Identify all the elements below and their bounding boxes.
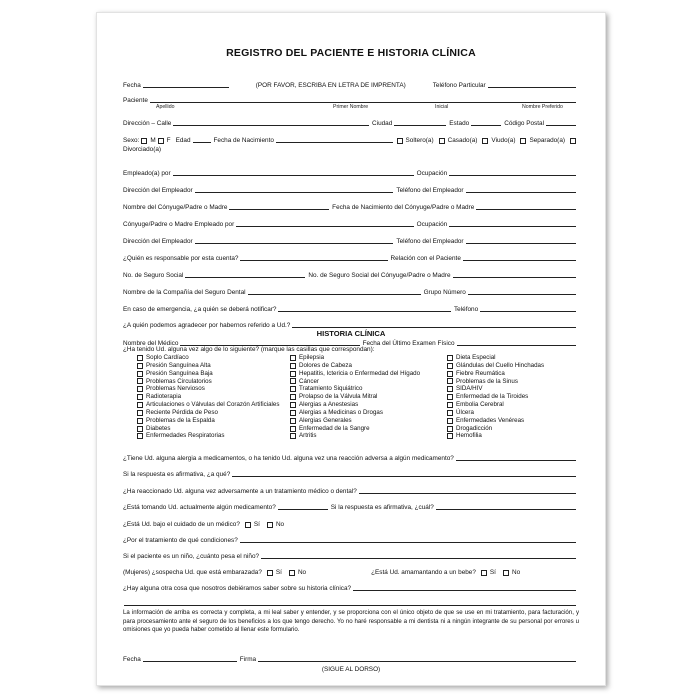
condition-checkbox[interactable] (137, 394, 143, 400)
afirmativa-cual-label: Si la respuesta es afirmativa, ¿cuál? (330, 504, 434, 511)
alergia-label: ¿Tiene Ud. alguna alergia a medicamentos, o ha tenido Ud. alguna vez una reacción adversa a algún medicamento? (123, 455, 454, 462)
condition-label: Problemas Circulatorios (146, 377, 212, 385)
telefono-empleador2-field[interactable] (466, 243, 576, 244)
condition-label: Problemas de la Espalda (146, 416, 215, 424)
condition-item[interactable] (290, 409, 420, 417)
sexo-f-label: F (166, 137, 171, 144)
condition-label: Articulaciones o Válvulas del Corazón Artificiales (146, 401, 280, 409)
condition-checkbox[interactable] (447, 410, 453, 416)
condition-label: Fiebre Reumática (456, 369, 505, 377)
condition-item[interactable] (290, 425, 420, 433)
sigue-al-dorso: (SIGUE AL DORSO) (321, 666, 381, 673)
amamantando-si-checkbox[interactable] (481, 570, 487, 576)
condition-label: Problemas de la Sinus (456, 377, 518, 385)
condition-item[interactable] (137, 385, 279, 393)
condition-label: Dieta Especial (456, 354, 496, 361)
condition-item[interactable] (290, 432, 420, 440)
ocupacion2-label: Ocupación (416, 221, 448, 228)
paciente-field[interactable] (150, 102, 576, 103)
condition-checkbox[interactable] (447, 394, 453, 400)
seguro-social-label: No. de Seguro Social (123, 272, 184, 279)
sexo-m-checkbox[interactable] (141, 138, 147, 144)
condition-item[interactable] (290, 354, 420, 362)
nombre-conyuge-label: Nombre del Cónyuge/Padre o Madre (123, 204, 228, 211)
condition-label: Embolia Cerebral (456, 401, 504, 409)
condition-checkbox[interactable] (290, 410, 296, 416)
row-direccion (123, 115, 579, 127)
condition-checkbox[interactable] (290, 378, 296, 384)
empleado-por-label: Empleado(a) por (123, 170, 171, 177)
amamantando-no-label: No (511, 569, 521, 576)
otra-cosa-label: ¿Hay alguna otra cosa que nosotros debiéramos saber sobre su historia clínica? (123, 585, 352, 592)
codigo-postal-field[interactable] (546, 125, 576, 126)
row-firma (123, 651, 579, 663)
seguro-social-field[interactable] (185, 277, 305, 278)
afirmativa-que-field[interactable] (232, 476, 576, 477)
condition-item[interactable] (137, 354, 279, 362)
estado-field[interactable] (471, 125, 501, 126)
row-nino (123, 548, 579, 560)
compania-seguro-label: Nombre de la Compañía del Seguro Dental (123, 289, 246, 296)
divorciado-checkbox[interactable] (570, 138, 576, 144)
condition-label: Enfermedad de la Tiroides (456, 393, 529, 401)
condition-label: Problemas Nerviosos (146, 385, 205, 393)
nombre-conyuge-field[interactable] (229, 209, 329, 210)
condition-label: Enfermedades Venéreas (456, 416, 525, 424)
condition-checkbox[interactable] (137, 355, 143, 361)
condition-checkbox[interactable] (137, 418, 143, 424)
condition-item[interactable] (137, 425, 279, 433)
condition-item[interactable] (137, 417, 279, 425)
grupo-numero-field[interactable] (468, 294, 576, 295)
seguro-social-conyuge-label: No. de Seguro Social del Cónyuge/Padre o Madre (308, 272, 451, 279)
consent-paragraph: La información de arriba es correcta y completa, a mi leal saber y entender, y se proporciona con el único objeto de que se use en mi tratamiento, para facturación, y para procesamiento ante el seguro de los beneficios a los que tengo derecho. Yo no haré responsable a mi dentista ni a ningún integrante de su personal por errores u omisiones que yo pueda haber cometido al llenar este formulario. (123, 609, 579, 634)
ciudad-label: Ciudad (372, 120, 393, 127)
estado-label: Estado (449, 120, 470, 127)
amamantando-label: ¿Está Ud. amamantando a un bebe? (371, 569, 476, 576)
condition-label: Hepatitis, Ictericia o Enfermedad del Hígado (299, 369, 421, 377)
condition-label: Úlcera (456, 408, 474, 416)
fecha-nacimiento-field[interactable] (276, 142, 393, 143)
cuidado-si-checkbox[interactable] (245, 522, 251, 528)
condition-item[interactable] (137, 370, 279, 378)
embarazada-no-label: No (297, 569, 307, 576)
condition-checkbox[interactable] (290, 426, 296, 432)
direccion-empleador-field[interactable] (195, 192, 394, 193)
condition-item[interactable] (447, 378, 544, 386)
alergia-field[interactable] (456, 460, 576, 461)
condition-item[interactable] (447, 425, 544, 433)
condition-item[interactable] (447, 432, 544, 440)
sexo-m-label: M (150, 137, 156, 144)
condition-label: Enfermedad de la Sangre (299, 424, 370, 432)
form-title: REGISTRO DEL PACIENTE E HISTORIA CLÍNICA (226, 47, 476, 59)
condition-item[interactable] (290, 401, 420, 409)
firma-field[interactable] (258, 661, 576, 662)
fecha-examen-label: Fecha del Último Examen Físico (362, 340, 455, 347)
fecha-nac-conyuge-field[interactable] (476, 209, 576, 210)
condition-label: Tratamiento Siquiátrico (299, 385, 363, 393)
tratamiento-label: ¿Por el tratamiento de qué condiciones? (123, 537, 238, 544)
casado-checkbox[interactable] (439, 138, 445, 144)
fecha-nacimiento-label: Fecha de Nacimiento (213, 137, 274, 144)
reaccionado-label: ¿Ha reaccionado Ud. alguna vez adversamente a un tratamiento médico o dental? (123, 488, 357, 495)
tomando-field[interactable] (278, 509, 328, 510)
condition-item[interactable] (447, 417, 544, 425)
row-referido (123, 317, 579, 329)
row-otra-cosa (123, 580, 579, 592)
condition-label: Soplo Cardíaco (146, 354, 189, 361)
reaccionado-field[interactable] (359, 493, 576, 494)
condition-label: Artritis (299, 432, 317, 440)
sub-inicial: Inicial (435, 104, 449, 110)
condition-item[interactable] (447, 393, 544, 401)
condition-checkbox[interactable] (290, 418, 296, 424)
grupo-numero-label: Grupo Número (423, 289, 466, 296)
condition-label: Radioterapia (146, 393, 182, 401)
condition-item[interactable] (137, 393, 279, 401)
condition-checkbox[interactable] (447, 418, 453, 424)
ocupacion-field[interactable] (449, 175, 576, 176)
direccion-empleador2-field[interactable] (195, 243, 394, 244)
ocupacion2-field[interactable] (449, 226, 576, 227)
fecha-label: Fecha (123, 82, 141, 89)
condition-label: Drogadicción (456, 424, 493, 432)
embarazada-si-label: Sí (275, 569, 282, 576)
condition-checkbox[interactable] (137, 426, 143, 432)
otra-cosa-field-2[interactable] (124, 605, 576, 606)
condition-checkbox[interactable] (290, 386, 296, 392)
condition-label: Alergias Generales (299, 416, 352, 424)
condition-item[interactable] (447, 362, 544, 370)
condition-item[interactable] (290, 385, 420, 393)
soltero-checkbox[interactable] (397, 138, 403, 144)
responsable-field[interactable] (240, 260, 387, 261)
telefono-particular-field[interactable] (488, 87, 576, 88)
sub-apellido: Apellido (156, 104, 175, 110)
condition-checkbox[interactable] (447, 363, 453, 369)
condition-item[interactable] (447, 354, 544, 362)
condition-item[interactable] (137, 378, 279, 386)
row-empleado (123, 165, 579, 177)
condition-label: SIDA/HIV (456, 385, 483, 393)
telefono-empleador-label: Teléfono del Empleador (396, 187, 464, 194)
sexo-label: Sexo: (123, 137, 140, 144)
conyuge-empleado-field[interactable] (236, 226, 413, 227)
condition-item[interactable] (137, 409, 279, 417)
condition-checkbox[interactable] (290, 394, 296, 400)
condition-label: Hemofilia (456, 432, 482, 440)
row-afirmativa-que (123, 466, 579, 478)
embarazada-no-checkbox[interactable] (289, 570, 295, 576)
cuidado-medico-label: ¿Está Ud. bajo el cuidado de un médico? (123, 521, 240, 528)
row-conyuge (123, 199, 579, 211)
empleado-por-field[interactable] (173, 175, 414, 176)
telefono-empleador-field[interactable] (466, 192, 576, 193)
condition-item[interactable] (447, 401, 544, 409)
ciudad-field[interactable] (394, 125, 446, 126)
emergencia-label: En caso de emergencia, ¿a quién se deberá notificar? (123, 306, 277, 313)
condition-item[interactable] (137, 401, 279, 409)
row-embarazada (123, 564, 579, 576)
condition-label: Cáncer (299, 377, 319, 385)
conditions-column-3 (447, 354, 544, 440)
condition-item[interactable] (447, 385, 544, 393)
condition-checkbox[interactable] (447, 386, 453, 392)
afirmativa-que-label: Si la respuesta es afirmativa, ¿a qué? (123, 471, 231, 478)
nino-label: Si el paciente es un niño, ¿cuánto pesa el niño? (123, 553, 260, 560)
condition-checkbox[interactable] (137, 402, 143, 408)
instruction-text: (POR FAVOR, ESCRIBA EN LETRA DE IMPRENTA) (255, 82, 406, 89)
row-alergia (123, 450, 579, 462)
tratamiento-field[interactable] (240, 542, 576, 543)
condition-label: Enfermedades Respiratorias (146, 432, 225, 440)
condition-label: Dolores de Cabeza (299, 361, 352, 369)
row-emergencia (123, 301, 579, 313)
seguro-social-conyuge-field[interactable] (453, 277, 576, 278)
condition-checkbox[interactable] (137, 378, 143, 384)
condition-item[interactable] (137, 362, 279, 370)
condition-checkbox[interactable] (290, 371, 296, 377)
afirmativa-cual-field[interactable] (436, 509, 576, 510)
direccion-empleador2-label: Dirección del Empleador (123, 238, 193, 245)
condition-checkbox[interactable] (137, 433, 143, 439)
responsable-label: ¿Quién es responsable por esta cuenta? (123, 255, 239, 262)
fecha-nac-conyuge-label: Fecha de Nacimiento del Cónyuge/Padre o Madre (332, 204, 475, 211)
amamantando-si-label: Sí (489, 569, 496, 576)
condition-checkbox[interactable] (447, 371, 453, 377)
condition-label: Diabetes (146, 424, 171, 432)
conditions-question: ¿Ha tenido Ud. alguna vez algo de lo siguiente? (marque las casillas que correspondan): (123, 346, 375, 353)
tomando-label: ¿Está tomando Ud. actualmente algún medicamento? (123, 504, 276, 511)
patient-form-sheet (96, 12, 606, 686)
separado-label: Separado(a) (529, 137, 565, 144)
cuidado-si-label: Sí (253, 521, 260, 528)
relacion-field[interactable] (463, 260, 576, 261)
condition-label: Presión Sanguínea Alta (146, 361, 211, 369)
ocupacion-label: Ocupación (416, 170, 448, 177)
casado-label: Casado(a) (447, 137, 478, 144)
condition-label: Prolapso de la Válvula Mitral (299, 393, 378, 401)
row-compania (123, 284, 579, 296)
direccion-field[interactable] (173, 125, 369, 126)
compania-seguro-field[interactable] (248, 294, 421, 295)
row-sexo (123, 132, 579, 144)
condition-label: Epilepsia (299, 354, 325, 361)
footer-fecha-label: Fecha (123, 656, 141, 663)
condition-checkbox[interactable] (447, 426, 453, 432)
condition-label: Alergias a Anestesias (299, 401, 359, 409)
condition-checkbox[interactable] (447, 378, 453, 384)
soltero-label: Soltero(a) (405, 137, 434, 144)
row-reaccionado (123, 483, 579, 495)
edad-field[interactable] (193, 142, 211, 143)
condition-checkbox[interactable] (290, 402, 296, 408)
row-direccion-empleador2 (123, 233, 579, 245)
row-otra-cosa-2 (123, 595, 579, 607)
row-cuidado (123, 516, 579, 528)
nino-field[interactable] (261, 558, 576, 559)
conditions-column-2 (290, 354, 420, 440)
condition-item[interactable] (137, 432, 279, 440)
direccion-empleador-label: Dirección del Empleador (123, 187, 193, 194)
condition-item[interactable] (290, 362, 420, 370)
row-tratamiento (123, 532, 579, 544)
conyuge-empleado-label: Cónyuge/Padre o Madre Empleado por (123, 221, 235, 228)
condition-checkbox[interactable] (290, 433, 296, 439)
direccion-label: Dirección – Calle (123, 120, 172, 127)
paciente-label: Paciente (123, 97, 148, 104)
condition-label: Reciente Pérdida de Peso (146, 408, 218, 416)
sub-primer-nombre: Primer Nombre (333, 104, 369, 110)
condition-checkbox[interactable] (290, 363, 296, 369)
sub-nombre-preferido: Nombre Preferido (522, 104, 563, 110)
nombre-medico-label: Nombre del Médico (123, 340, 179, 347)
divorciado-label: Divorciado(a) (123, 146, 162, 153)
condition-item[interactable] (290, 378, 420, 386)
condition-checkbox[interactable] (137, 410, 143, 416)
condition-item[interactable] (290, 417, 420, 425)
condition-checkbox[interactable] (137, 386, 143, 392)
viudo-checkbox[interactable] (482, 138, 488, 144)
row-fecha (123, 77, 579, 89)
codigo-postal-label: Código Postal (504, 120, 544, 127)
condition-checkbox[interactable] (447, 433, 453, 439)
condition-checkbox[interactable] (447, 402, 453, 408)
embarazada-si-checkbox[interactable] (267, 570, 273, 576)
condition-item[interactable] (447, 409, 544, 417)
conditions-column-1 (137, 354, 279, 440)
condition-item[interactable] (290, 393, 420, 401)
sexo-f-checkbox[interactable] (158, 138, 164, 144)
referido-label: ¿A quién podemos agradecer por habernos referido a Ud.? (123, 322, 291, 329)
condition-item[interactable] (447, 370, 544, 378)
emergencia-field[interactable] (278, 311, 451, 312)
condition-label: Alergias a Medicinas o Drogas (299, 408, 383, 416)
row-tomando (123, 499, 579, 511)
history-title: HISTORIA CLÍNICA (316, 329, 386, 338)
telefono-particular-label: Teléfono Particular (432, 82, 486, 89)
condition-checkbox[interactable] (137, 371, 143, 377)
row-seguro-social (123, 267, 579, 279)
row-paciente (123, 92, 579, 104)
telefono-label: Teléfono (453, 306, 479, 313)
separado-checkbox[interactable] (520, 138, 526, 144)
telefono-field[interactable] (480, 311, 576, 312)
condition-checkbox[interactable] (447, 355, 453, 361)
footer-fecha-field[interactable] (143, 661, 237, 662)
condition-item[interactable] (290, 370, 420, 378)
referido-field[interactable] (292, 327, 576, 328)
condition-label: Glándulas del Cuello Hinchadas (456, 361, 545, 369)
firma-label: Firma (239, 656, 257, 663)
row-direccion-empleador (123, 182, 579, 194)
fecha-examen-field[interactable] (457, 345, 576, 346)
condition-label: Presión Sanguínea Baja (146, 369, 213, 377)
row-responsable (123, 250, 579, 262)
otra-cosa-field[interactable] (353, 590, 576, 591)
condition-checkbox[interactable] (137, 363, 143, 369)
amamantando-no-checkbox[interactable] (503, 570, 509, 576)
viudo-label: Viudo(a) (491, 137, 516, 144)
cuidado-no-label: No (275, 521, 285, 528)
edad-label: Edad (175, 137, 191, 144)
relacion-label: Relación con el Paciente (390, 255, 461, 262)
row-conyuge-empleado (123, 216, 579, 228)
telefono-empleador2-label: Teléfono del Empleador (396, 238, 464, 245)
condition-checkbox[interactable] (290, 355, 296, 361)
cuidado-no-checkbox[interactable] (267, 522, 273, 528)
fecha-field[interactable] (143, 87, 229, 88)
embarazada-label: (Mujeres) ¿sospecha Ud. que está embarazada? (123, 569, 262, 576)
